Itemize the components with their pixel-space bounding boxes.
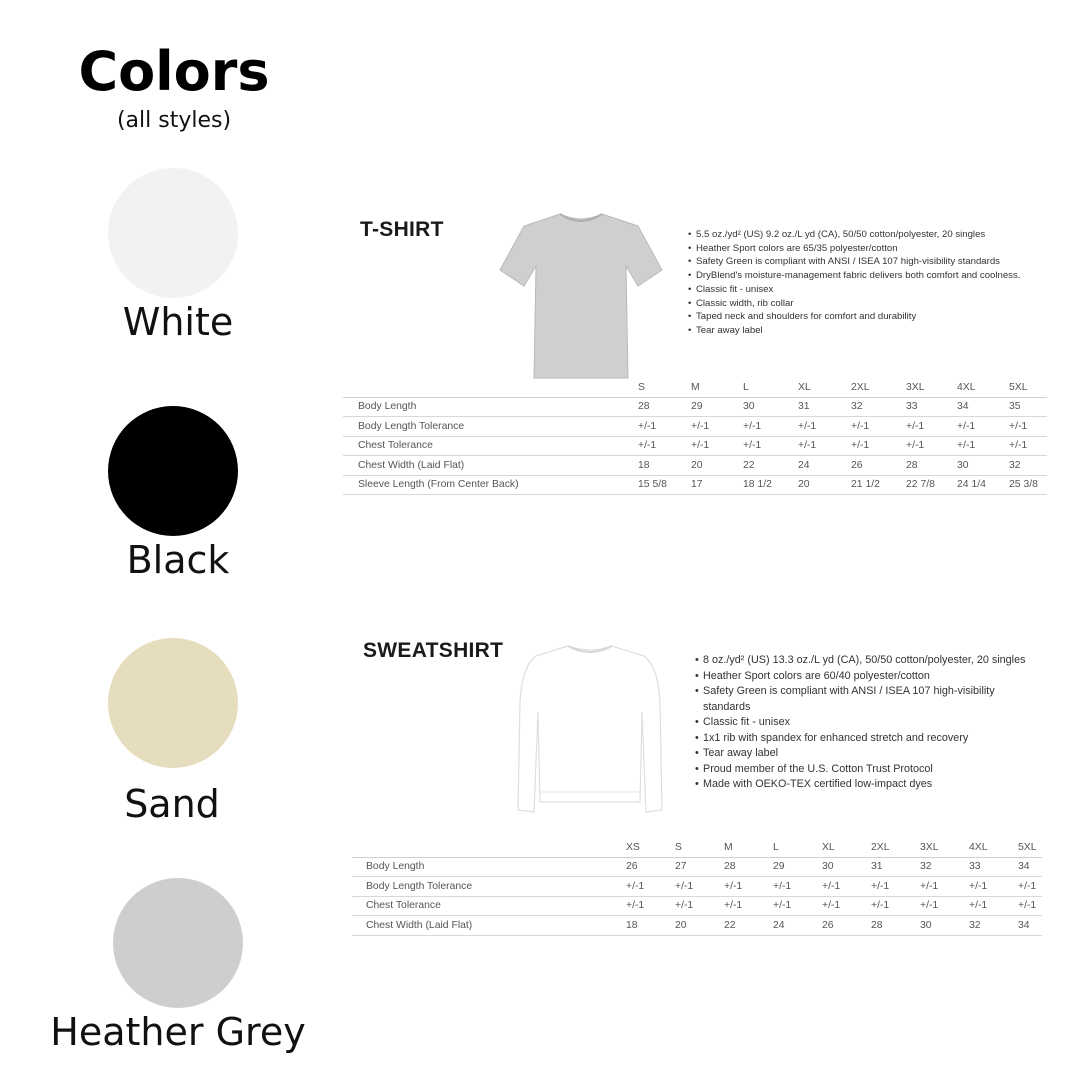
cell: 35 (1009, 397, 1047, 417)
cell: 34 (1018, 857, 1042, 877)
cell: +/-1 (822, 896, 871, 916)
table-row (343, 417, 1047, 437)
swatch-white (108, 168, 238, 298)
cell: +/-1 (626, 896, 675, 916)
tshirt-feature: • Heather Sport colors are 65/35 polyester/cotton (688, 242, 1058, 256)
cell: 22 (724, 916, 773, 936)
cell: 30 (822, 857, 871, 877)
colors-title: Colors (78, 40, 270, 103)
cell: 32 (1009, 456, 1047, 476)
cell: +/-1 (773, 896, 822, 916)
sweatshirt-feature: • 1x1 rib with spandex for enhanced stretch and recovery (695, 731, 1035, 747)
tshirt-features (688, 228, 1058, 338)
cell: 28 (906, 456, 957, 476)
cell: 27 (675, 857, 724, 877)
sweatshirt-features (695, 653, 1035, 793)
swatch-label-black: Black (126, 538, 230, 582)
cell: +/-1 (675, 877, 724, 897)
sweatshirt-feature: • Classic fit - unisex (695, 715, 1035, 731)
cell: 18 (626, 916, 675, 936)
size-header: L (773, 838, 822, 857)
cell: 17 (691, 475, 743, 495)
cell: 30 (743, 397, 798, 417)
sweatshirt-size-header-row (352, 838, 1042, 857)
sweatshirt-size-chart (352, 838, 1042, 936)
cell: 15 5/8 (638, 475, 691, 495)
cell: 24 (798, 456, 851, 476)
tshirt-title: T-SHIRT (360, 218, 444, 241)
cell: 22 (743, 456, 798, 476)
cell: 29 (773, 857, 822, 877)
sweatshirt-feature: • Safety Green is compliant with ANSI / ISEA 107 high-visibility standards (695, 684, 1035, 715)
tshirt-feature: • Tear away label (688, 324, 1058, 338)
cell: 34 (957, 397, 1009, 417)
size-header: L (743, 378, 798, 397)
row-label: Sleeve Length (From Center Back) (343, 475, 638, 495)
sweatshirt-feature: • Heather Sport colors are 60/40 polyester/cotton (695, 669, 1035, 685)
cell: 28 (638, 397, 691, 417)
tshirt-feature: • Taped neck and shoulders for comfort and durability (688, 310, 1058, 324)
row-label: Body Length Tolerance (343, 417, 638, 437)
table-row (343, 436, 1047, 456)
size-header: XL (798, 378, 851, 397)
cell: +/-1 (871, 896, 920, 916)
cell: +/-1 (906, 436, 957, 456)
table-row (352, 896, 1042, 916)
row-label: Chest Width (Laid Flat) (352, 916, 626, 936)
row-label: Chest Tolerance (343, 436, 638, 456)
swatch-black (108, 406, 238, 536)
cell: 32 (851, 397, 906, 417)
cell: 28 (871, 916, 920, 936)
size-header-blank (352, 838, 626, 857)
swatch-label-heather-grey: Heather Grey (50, 1010, 306, 1054)
sweatshirt-feature: • Tear away label (695, 746, 1035, 762)
tshirt-size-chart (343, 378, 1047, 495)
cell: 18 1/2 (743, 475, 798, 495)
cell: +/-1 (920, 877, 969, 897)
size-header: 2XL (871, 838, 920, 857)
cell: 30 (957, 456, 1009, 476)
swatch-label-white: White (122, 300, 234, 344)
cell: 29 (691, 397, 743, 417)
size-header: M (691, 378, 743, 397)
cell: +/-1 (969, 896, 1018, 916)
cell: +/-1 (773, 877, 822, 897)
table-row (343, 475, 1047, 495)
cell: 31 (798, 397, 851, 417)
cell: +/-1 (638, 436, 691, 456)
row-label: Body Length (352, 857, 626, 877)
row-label: Body Length (343, 397, 638, 417)
cell: +/-1 (969, 877, 1018, 897)
tshirt-feature: • DryBlend's moisture-management fabric delivers both comfort and coolness. (688, 269, 1058, 283)
cell: +/-1 (724, 877, 773, 897)
size-header: 5XL (1018, 838, 1042, 857)
cell: +/-1 (957, 417, 1009, 437)
cell: +/-1 (822, 877, 871, 897)
cell: 21 1/2 (851, 475, 906, 495)
swatch-label-sand: Sand (124, 782, 220, 826)
tshirt-feature: • Classic fit - unisex (688, 283, 1058, 297)
cell: 20 (691, 456, 743, 476)
cell: 20 (675, 916, 724, 936)
swatch-sand (108, 638, 238, 768)
cell: 34 (1018, 916, 1042, 936)
cell: 25 3/8 (1009, 475, 1047, 495)
size-header: 4XL (969, 838, 1018, 857)
table-row (343, 397, 1047, 417)
cell: +/-1 (906, 417, 957, 437)
cell: 31 (871, 857, 920, 877)
cell: +/-1 (871, 877, 920, 897)
sweatshirt-title: SWEATSHIRT (363, 639, 504, 662)
cell: 26 (851, 456, 906, 476)
cell: +/-1 (1009, 436, 1047, 456)
tshirt-feature: • Safety Green is compliant with ANSI / ISEA 107 high-visibility standards (688, 255, 1058, 269)
cell: +/-1 (626, 877, 675, 897)
cell: 22 7/8 (906, 475, 957, 495)
cell: 33 (969, 857, 1018, 877)
cell: 33 (906, 397, 957, 417)
cell: +/-1 (743, 417, 798, 437)
size-header: 3XL (906, 378, 957, 397)
size-header: S (638, 378, 691, 397)
cell: 30 (920, 916, 969, 936)
cell: +/-1 (724, 896, 773, 916)
cell: 24 1/4 (957, 475, 1009, 495)
size-header: 3XL (920, 838, 969, 857)
cell: +/-1 (1009, 417, 1047, 437)
table-row (343, 456, 1047, 476)
cell: +/-1 (798, 436, 851, 456)
cell: +/-1 (743, 436, 798, 456)
cell: 20 (798, 475, 851, 495)
cell: +/-1 (798, 417, 851, 437)
sweatshirt-feature: • Proud member of the U.S. Cotton Trust Protocol (695, 762, 1035, 778)
size-header: M (724, 838, 773, 857)
size-header: XS (626, 838, 675, 857)
cell: 24 (773, 916, 822, 936)
cell: 18 (638, 456, 691, 476)
row-label: Body Length Tolerance (352, 877, 626, 897)
cell: 32 (969, 916, 1018, 936)
table-row (352, 877, 1042, 897)
swatch-heather-grey (113, 878, 243, 1008)
size-header: XL (822, 838, 871, 857)
cell: 32 (920, 857, 969, 877)
table-row (352, 916, 1042, 936)
tshirt-image (498, 210, 664, 380)
size-header-blank (343, 378, 638, 397)
cell: +/-1 (691, 417, 743, 437)
cell: 26 (822, 916, 871, 936)
cell: +/-1 (851, 436, 906, 456)
tshirt-size-header-row (343, 378, 1047, 397)
cell: +/-1 (691, 436, 743, 456)
colors-subtitle: (all styles) (116, 108, 232, 133)
tshirt-feature: • 5.5 oz./yd² (US) 9.2 oz./L yd (CA), 50/50 cotton/polyester, 20 singles (688, 228, 1058, 242)
cell: +/-1 (1018, 896, 1042, 916)
size-header: 5XL (1009, 378, 1047, 397)
sweatshirt-image (516, 642, 664, 820)
cell: +/-1 (920, 896, 969, 916)
size-header: S (675, 838, 724, 857)
tshirt-feature: • Classic width, rib collar (688, 297, 1058, 311)
sweatshirt-feature: • 8 oz./yd² (US) 13.3 oz./L yd (CA), 50/50 cotton/polyester, 20 singles (695, 653, 1035, 669)
size-header: 4XL (957, 378, 1009, 397)
cell: +/-1 (638, 417, 691, 437)
sweatshirt-feature: • Made with OEKO-TEX certified low-impact dyes (695, 777, 1035, 793)
cell: +/-1 (1018, 877, 1042, 897)
size-header: 2XL (851, 378, 906, 397)
cell: +/-1 (851, 417, 906, 437)
cell: +/-1 (957, 436, 1009, 456)
table-row (352, 857, 1042, 877)
cell: +/-1 (675, 896, 724, 916)
cell: 28 (724, 857, 773, 877)
row-label: Chest Tolerance (352, 896, 626, 916)
row-label: Chest Width (Laid Flat) (343, 456, 638, 476)
cell: 26 (626, 857, 675, 877)
